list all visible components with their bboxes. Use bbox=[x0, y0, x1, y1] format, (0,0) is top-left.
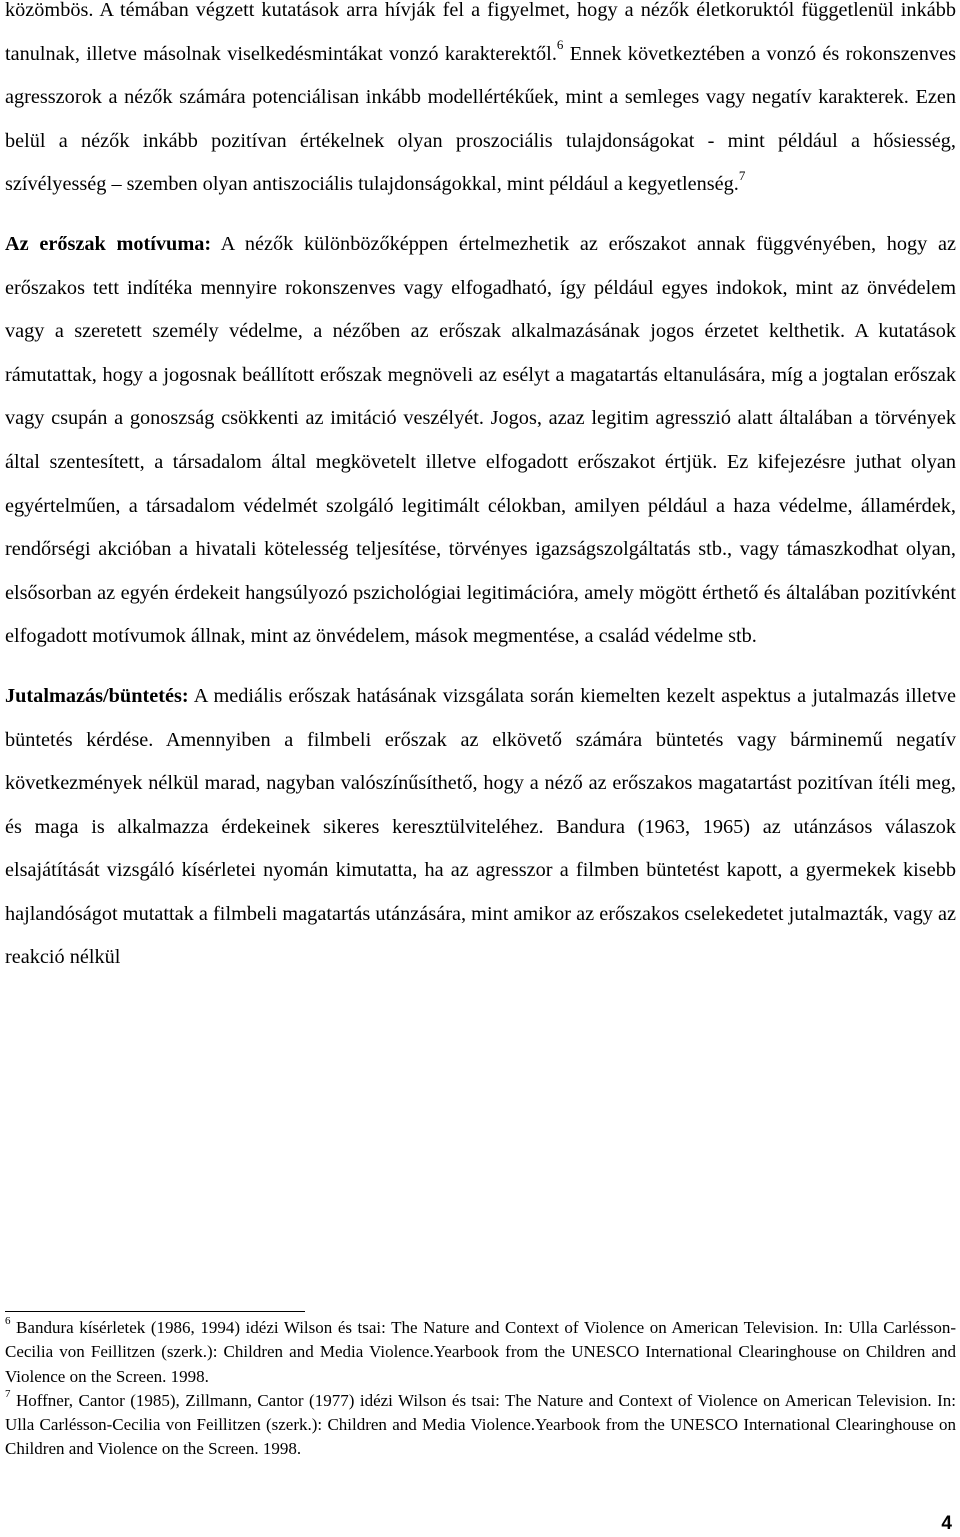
paragraph-text: A nézők különbözőképpen értelmezhetik az erőszakot annak függvényében, hogy az erőszakos tett indítéka mennyire rokonszenves vagy elfogadható, így például egyes indokok, mint az önvédelem vagy a szeretett személy védelme, a nézőben az erőszak alkalmazásának jogos érzetet kelthetik. A kutatások rámutattak, hogy a jogosnak beállított erőszak megnöveli az esélyt a magatartás eltanulására, míg a jogtalan erőszak vagy csupán a gonoszság csökkenti az imitáció veszélyét. Jogos, azaz legitim agresszió alatt általában a törvények által szentesített, a társadalom által megkövetelt illetve elfogadott erőszakot értjük. Ez kifejezésre juthat olyan egyértelműen, a társadalom védelmét szolgáló legitimált célokban, amilyen például a haza védelme, államérdek, rendőrségi akcióban a hivatali kötelesség teljesítése, törvényes igazságszolgáltatás stb., vagy támaszkodhat olyan, elsősorban az egyén érdekeit hangsúlyozó pszichológiai legitimációra, amely mögött érthető és általában pozitívként elfogadott motívumok állnak, mint az önvédelem, mások megmentése, a család védelme stb. bbox=[5, 232, 956, 648]
paragraph-reward-punishment bbox=[5, 675, 956, 980]
footnote-ref-7[interactable]: 7 bbox=[738, 167, 746, 183]
footnote-separator bbox=[5, 1311, 305, 1312]
paragraph-text: A mediális erőszak hatásának vizsgálata során kiemelten kezelt aspektus a jutalmazás illetve büntetés kérdése. Amennyiben a filmbeli erőszak az elkövető számára büntetés vagy bárminemű negatív következmények nélkül marad, nagyban valószínűsíthető, hogy a néző az erőszakos magatartást pozitívan ítéli meg, és maga is alkalmazza érdekeinek sikeres keresztülviteléhez. Bandura (1963, 1965) az utánzásos válaszok elsajátítását vizsgáló kísérletei nyomán kimutatta, ha az agresszor a filmben büntetést kapott, a gyermekek kisebb hajlandóságot mutattak a filmbeli magatartás utánzására, mint amikor az erőszakos cselekedetet jutalmazták, vagy az reakció nélkül bbox=[5, 684, 956, 969]
page-number: 4 bbox=[941, 1513, 952, 1534]
footnote-7 bbox=[5, 1389, 956, 1462]
footnote-marker: 6 bbox=[5, 1315, 11, 1328]
footnote-marker: 7 bbox=[5, 1388, 11, 1401]
paragraph-violence-motive bbox=[5, 223, 956, 659]
footnote-text: Bandura kísérletek (1986, 1994) idézi Wilson és tsai: The Nature and Context of Violence on American Television. In: Ulla Carlésson-Cecilia von Feillitzen (szerk.): Children and Media Violence.Yearbook from the UNESCO International Clearinghouse on Children and Violence on the Screen. 1998. bbox=[5, 1318, 956, 1386]
section-heading-reward-punishment: Jutalmazás/büntetés: bbox=[5, 684, 189, 707]
footnote-text: Hoffner, Cantor (1985), Zillmann, Cantor (1977) idézi Wilson és tsai: The Nature and Context of Violence on American Television. In: Ulla Carlésson-Cecilia von Feillitzen (szerk.): Children and Media Violence.Yearbook from the UNESCO International Clearinghouse on Children and Violence on the Screen. 1998. bbox=[5, 1390, 956, 1459]
footnote-ref-6[interactable]: 6 bbox=[556, 36, 564, 52]
footnote-6 bbox=[5, 1316, 956, 1389]
paragraph-text: Ennek következtében a vonzó és rokonszenves agresszorok a nézők számára potenciálisan inkább modellértékűek, mint a semleges vagy negatív karakterek. Ezen belül a nézők inkább pozitívan értékelnek olyan proszociális tulajdonságokat - mint például a hősiesség, szívélyesség – szemben olyan antiszociális tulajdonságokkal, mint például a kegyetlenség. bbox=[5, 42, 956, 196]
footnotes bbox=[5, 1311, 956, 1462]
paragraph-attractive-characters bbox=[5, 0, 956, 207]
section-heading-violence-motive: Az erőszak motívuma: bbox=[5, 232, 212, 255]
paragraph-text: közömbös. A témában végzett kutatások arra hívják fel a figyelmet, hogy a nézők életkoruktól függetlenül inkább tanulnak, illetve másolnak viselkedésmintákat vonzó karakterektől. bbox=[5, 0, 956, 65]
document-body bbox=[5, 0, 956, 980]
